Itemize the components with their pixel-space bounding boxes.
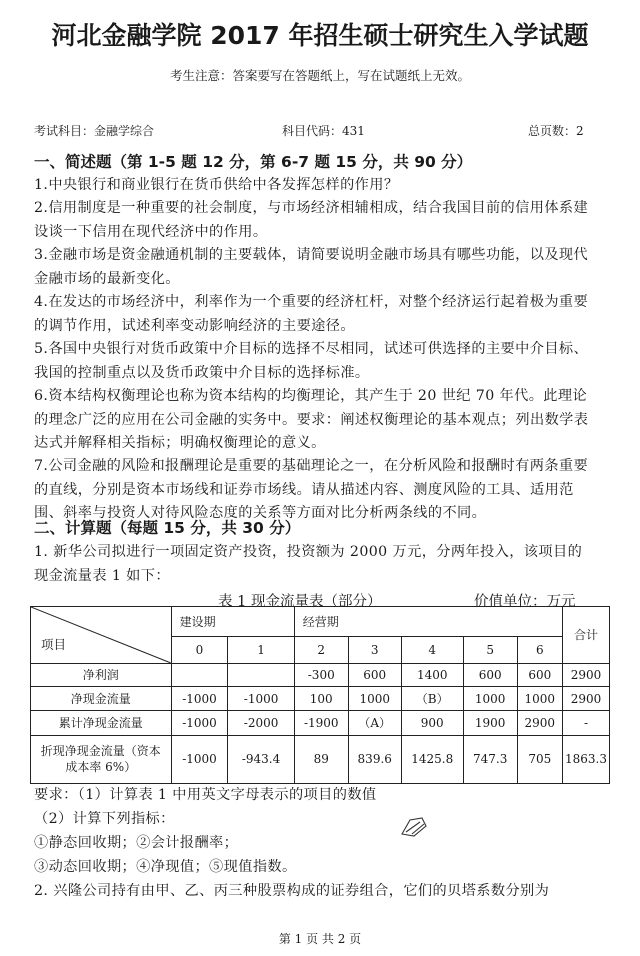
year-cell: 2 <box>294 636 348 663</box>
requirement-3: ①静态回收期；②会计报酬率； <box>34 835 239 851</box>
table-cell: 1425.8 <box>401 735 463 784</box>
exam-page-count: 总页数：2 <box>528 124 584 138</box>
table-row <box>31 711 610 735</box>
section1-heading: 一、简述题（第 1-5 题 12 分，第 6-7 题 15 分，共 90 分） <box>34 153 473 171</box>
table-cell: 900 <box>401 711 463 735</box>
question-3: 3.金融市场是资金融通机制的主要载体，请简要说明金融市场具有哪些功能，以及现代金融市场的最新变化。 <box>34 247 589 287</box>
calc-question-1-intro: 1. 新华公司拟进行一项固定资产投资，投资额为 2000 万元，分两年投入，该项目的现金流量表 1 如下： <box>34 544 583 584</box>
table-cell: 600 <box>348 663 401 686</box>
table-cell <box>228 663 294 686</box>
table-cell: 1900 <box>463 711 517 735</box>
pen-scribble-mark <box>396 812 432 842</box>
table-cell: -943.4 <box>228 735 294 784</box>
table-cell: 89 <box>294 735 348 784</box>
year-cell: 4 <box>401 636 463 663</box>
row-label: 净利润 <box>31 663 172 686</box>
table-row <box>31 687 610 711</box>
table-unit: 价值单位：万元 <box>474 594 576 610</box>
table-cell: 2900 <box>562 663 609 686</box>
year-cell: 0 <box>171 636 228 663</box>
requirement-1: 要求：（1）计算表 1 中用英文字母表示的项目的数值 <box>34 787 377 803</box>
section2-heading: 二、计算题（每题 15 分，共 30 分） <box>34 519 301 537</box>
question-1: 1.中央银行和商业银行在货币供给中各发挥怎样的作用？ <box>34 177 399 193</box>
row-label: 累计净现金流量 <box>31 711 172 735</box>
table-corner-label: 项目 <box>41 636 67 652</box>
table-cell: （B） <box>401 687 463 711</box>
header-construction-period: 建设期 <box>171 607 294 637</box>
question-5: 5.各国中央银行对货币政策中介目标的选择不尽相同，试述可供选择的主要中介目标、我国的控制重点以及货币政策中介目标的选择标准。 <box>34 341 589 381</box>
table-cell: -1000 <box>171 735 228 784</box>
row-label: 净现金流量 <box>31 687 172 711</box>
table-cell: -1900 <box>294 711 348 735</box>
calc-question-2-intro: 2. 兴隆公司持有由甲、乙、丙三种股票构成的证券组合，它们的贝塔系数分别为 <box>34 883 550 899</box>
table-row <box>31 735 610 784</box>
year-cell: 3 <box>348 636 401 663</box>
exam-code: 科目代码：431 <box>282 124 365 138</box>
question-2: 2.信用制度是一种重要的社会制度，与市场经济相辅相成，结合我国目前的信用体系建设谈一下信用在现代经济中的作用。 <box>34 200 589 240</box>
table-cell: 1000 <box>463 687 517 711</box>
table-cell: -300 <box>294 663 348 686</box>
year-cell: 1 <box>228 636 294 663</box>
row-label-line: 成本率 6%） <box>65 760 137 775</box>
table-cell: 100 <box>294 687 348 711</box>
table-cell: -2000 <box>228 711 294 735</box>
requirement-2: （2）计算下列指标： <box>34 811 175 827</box>
table-cell: 600 <box>517 663 562 686</box>
table-cell: - <box>562 711 609 735</box>
exam-subject: 考试科目：金融学综合 <box>34 124 155 138</box>
table-cell: -1000 <box>171 687 228 711</box>
exam-title: 河北金融学院 2017 年招生硕士研究生入学试题 <box>51 21 589 50</box>
table-cell: 705 <box>517 735 562 784</box>
table-cell: 2900 <box>517 711 562 735</box>
table-cell: -1000 <box>171 711 228 735</box>
row-label-line: 折现净现金流量（资本 <box>40 744 161 759</box>
table-caption: 表 1 现金流量表（部分） <box>218 594 382 610</box>
table-cell: 1400 <box>401 663 463 686</box>
question-6: 6.资本结构权衡理论也称为资本结构的均衡理论，其产生于 20 世纪 70 年代。此理论的理念广泛的应用在公司金融的实务中。要求：阐述权衡理论的基本观点；列出数学表达式并解释相关指标；明确权衡理论的意义。 <box>34 388 589 451</box>
table-cell <box>171 663 228 686</box>
year-cell: 6 <box>517 636 562 663</box>
cash-flow-table <box>30 606 610 784</box>
table-cell: 2900 <box>562 687 609 711</box>
question-7: 7.公司金融的风险和报酬理论是重要的基础理论之一，在分析风险和报酬时有两条重要的直线，分别是资本市场线和证券市场线。请从描述内容、测度风险的工具、适用范围、斜率与投资人对待风险态度的关系等方面对比分析两条线的不同。 <box>34 458 589 521</box>
exam-notice: 考生注意：答案要写在答题纸上，写在试题纸上无效。 <box>169 68 470 83</box>
table-cell: 747.3 <box>463 735 517 784</box>
requirement-4: ③动态回收期；④净现值；⑤现值指数。 <box>34 859 297 875</box>
table-cell: 600 <box>463 663 517 686</box>
page-footer: 第 1 页 共 2 页 <box>278 932 362 946</box>
table-cell: 1000 <box>348 687 401 711</box>
table-cell: -1000 <box>228 687 294 711</box>
table-cell: 839.6 <box>348 735 401 784</box>
table-cell: 1000 <box>517 687 562 711</box>
table-cell: 1863.3 <box>562 735 609 784</box>
table-corner-cell <box>31 607 172 664</box>
row-label <box>31 735 172 784</box>
question-4: 4.在发达的市场经济中，利率作为一个重要的经济杠杆，对整个经济运行起着极为重要的调节作用，试述利率变动影响经济的主要途径。 <box>34 294 589 334</box>
header-total: 合计 <box>562 607 609 664</box>
year-cell: 5 <box>463 636 517 663</box>
header-operation-period: 经营期 <box>294 607 562 637</box>
table-row <box>31 663 610 686</box>
table-cell: （A） <box>348 711 401 735</box>
